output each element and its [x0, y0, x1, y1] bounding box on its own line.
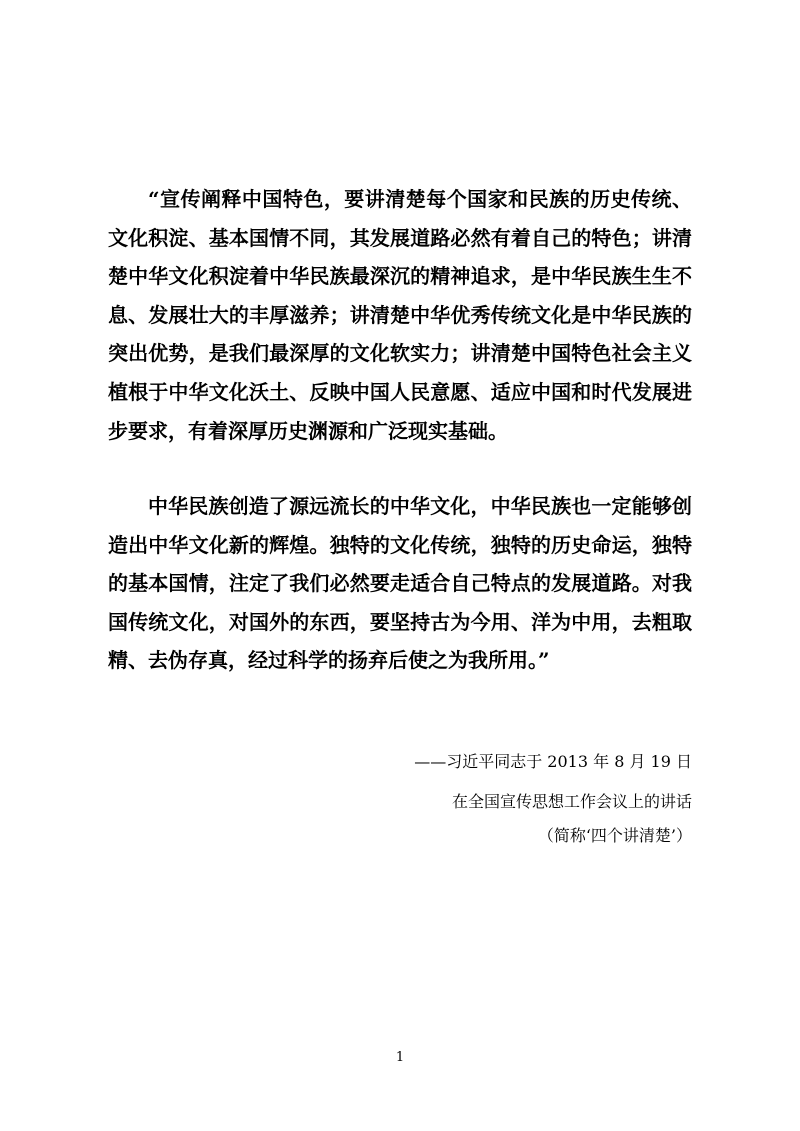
attribution-line-2: 在全国宣传思想工作会议上的讲话 [451, 792, 692, 811]
attribution-line-3: （简称‘四个讲清楚’） [537, 826, 692, 845]
quote-paragraph-2: 中华民族创造了源远流长的中华文化，中华民族也一定能够创造出中华文化新的辉煌。独特的文化传统，独特的历史命运，独特的基本国情，注定了我们必然要走适合自己特点的发展道路。对我国传统文化，对国外的东西，要坚持古为今用、洋为中用，去粗取精、去伪存真，经过科学的扬弃后使之为我所用。” [108, 494, 692, 673]
page-number: 1 [395, 1050, 405, 1065]
quote-paragraph-1: “宣传阐释中国特色，要讲清楚每个国家和民族的历史传统、文化积淀、基本国情不同，其发展道路必然有着自己的特色；讲清楚中华文化积淀着中华民族最深沉的精神追求，是中华民族生生不息、发展壮大的丰厚滋养；讲清楚中华优秀传统文化是中华民族的突出优势，是我们最深厚的文化软实力；讲清楚中国特色社会主义植根于中华文化沃土、反映中国人民意愿、适应中国和时代发展进步要求，有着深厚历史渊源和广泛现实基础。 [108, 187, 692, 443]
attribution-line-1: ——习近平同志于 2013 年 8 月 19 日 [414, 752, 692, 771]
